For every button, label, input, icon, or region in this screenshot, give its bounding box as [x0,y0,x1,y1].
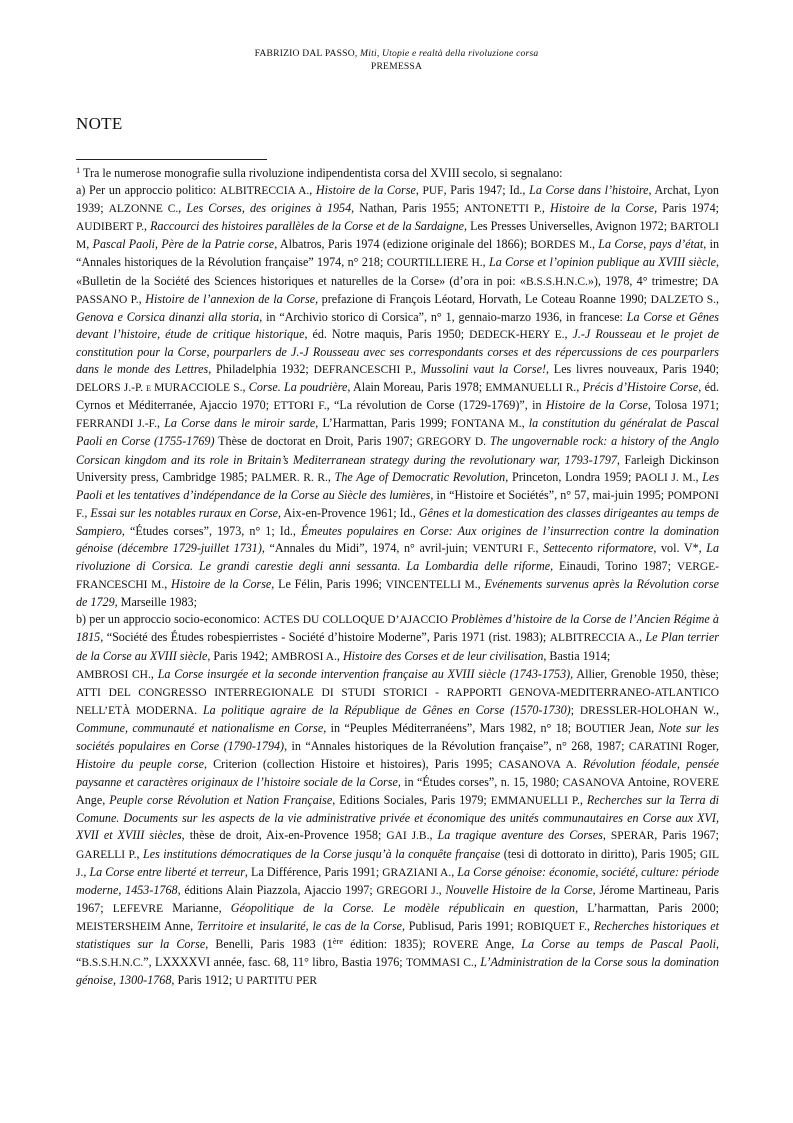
notes-heading: NOTE [76,114,123,133]
citation-text: , [83,864,90,879]
citation-text: , éd. Notre maquis, Paris 1950; [304,326,470,341]
citation-text: , in “Études corses”, n. 15, 1980; [397,775,563,790]
citation-text: , “Société des Études robespierristes - Société d’histoire Moderne”, Paris 1971 (rist. 1983); [100,630,550,645]
work-title: Histoire des Corses et de leur civilisation [342,648,544,663]
author-name: MEISTERSHEIM [76,920,161,933]
author-name: PALMER. R. R. [251,471,328,484]
citation-text: , “Annales du Midi”, 1974, n° avril-juin; [261,540,473,555]
work-title: Recherches historiques et statistiques sur la Corse [76,918,719,952]
citation-text: , in “Archivio storico di Corsica”, n° 1, gennaio-marzo 1936, in francese: [259,309,627,324]
citation-text: , Albatros, Paris 1974 (edizione originale del 1866); [274,237,531,252]
citation-text: , Tolosa 1971; [647,398,719,413]
citation-text: Jean, [625,720,659,735]
author-name: FONTANA M. [451,418,522,431]
citation-text: , [638,630,646,645]
work-title: Mussolini vaut la Corse! [420,362,546,377]
work-title: Nouvelle Histoire de la Corse [445,882,593,897]
citation-text: (tesi di dottorato in diritto), Paris 1905; [500,846,700,861]
citation-text: , Le Félin, Paris 1996; [271,577,386,592]
citation-text: , [412,362,421,377]
work-title: Histoire de la Corse [315,183,416,198]
work-title: La Corse dans le miroir sarde [164,416,316,431]
author-name: CARATINI [628,741,683,753]
work-title: Territoire et insularité, le cas de la Corse [196,918,403,933]
citation-text: , [415,183,423,198]
author-name: AMBROSI CH. [76,668,151,681]
political-section [76,182,719,611]
socio-label: b) per un approccio socio-economico: [76,612,264,627]
header-author: FABRIZIO DAL PASSO [254,48,355,59]
work-title: The Age of Democratic Revolution [334,469,506,484]
socio-section-list [76,666,719,991]
author-name: EMMANUELLI P. [490,795,580,808]
author-name: EMMANUELLI R. [485,382,577,395]
work-title: La Corse insurgée et la seconde intervention française au XVIII siècle (1743-1753) [157,666,571,681]
work-title: Histoire de la Corse [545,398,648,413]
author-name: FERRANDI J.-F. [76,418,157,431]
work-title: Histoire de la Corse [171,577,272,592]
citation-text: , [86,237,93,252]
citation-text: , [336,648,343,663]
work-title: Émeutes populaires en Corse: Aux origines de l’insurrection contre la domination génoise (décembre 1729-juillet 1731) [76,523,719,555]
work-title: Le Plan terrier de la Corse au XVIII siècle [76,630,719,663]
citation-text: , Princeton, Londra 1959; [505,469,636,484]
work-title: Gênes et la domestication des classes dirigeantes au temps de Sampiero [76,505,719,538]
citation-text: Aix-en-Provence 1961; Id., [281,505,419,520]
citation-text: , [178,201,187,216]
citation-text: , Paris 1912; [171,973,236,988]
citation-text: , éd. Cyrnos et Méditerranée, Ajaccio 1970; [76,380,720,413]
work-title: la constitution du généralat de Pascal Paoli en Corse (1755-1769) [76,416,720,449]
work-title: La Corse génoise: économie, société, culture: période moderne, 1453-1768 [76,864,720,897]
citation-text: , éditions Alain Piazzola, Ajaccio 1997; [177,882,377,897]
work-title: Note sur les sociétés populaires en Corse (1790-1794) [76,720,720,753]
author-name: GRAZIANI A. [382,866,452,879]
citation-text: , [579,793,587,808]
author-name: U PARTITU PER [235,975,318,988]
citation-text: , [144,219,151,234]
work-title: La Corse et Gênes devant l’histoire, étude de critique historique [76,309,719,341]
author-name: PAOLI J. M. [635,471,696,484]
citation-text: , Nathan, Paris 1955; [351,201,465,216]
citation-text: , Philadelphia 1932; [208,362,314,377]
citation-text: , Les Presses Universelles, Avignon 1972; [464,219,671,234]
citation-text: . [194,702,203,717]
author-name: AMBROSI A. [271,650,337,663]
citation-text: , [715,702,720,717]
citation-text: , «Bulletin de la Société des Sciences historiques et naturelles de la Corse» (d’ora in poi: « [76,255,720,288]
citation-text: , Les livres nouveaux, Paris 1940; [546,362,720,377]
author-name: BORDES M. [530,239,592,252]
citation-text: , [541,201,550,216]
author-name: SPERAR [610,830,655,843]
work-title: Settecento riformatore [543,540,654,555]
work-title: La rivoluzione di Corsica. Le grandi carestie degli anni sessanta. La Lombardia delle riforme [76,540,719,574]
political-label: a) Per un approccio politico: [76,183,220,198]
socio-section-intro [76,611,719,665]
author-name: ROVERE [673,777,719,790]
citation-text: , [150,666,158,681]
citation-text: , Bastia 1914; [543,648,611,663]
citation-text: , [451,864,458,879]
work-title: Essai sur les notables ruraux en Corse, [90,505,282,520]
author-name: GREGORY D. [416,436,486,449]
author-name: PUF [422,185,444,198]
citation-text: , in “Annales historiques de la Révolution française” 1974, n° 218; [76,237,720,270]
citation-text: , Benelli, Paris 1983 (1 [205,937,333,952]
citation-text: , Paris 1947; Id., [443,183,530,198]
citation-text: , Criterion (collection Histoire et histoires), Paris 1995; [204,757,499,772]
author-name: VENTURI F. [472,542,536,555]
work-title: La Corse au temps de Pascal Paoli [521,937,716,952]
author-name: COURTILLIERE H. [386,257,483,270]
footnote-rule [76,159,267,160]
citation-text: prefazione di François Léotard, Horvath, Le Coteau Roanne 1990; [318,291,651,306]
author-name: ACTES DU COLLOQUE D’AJACCIO [263,614,448,627]
citation-text: , [429,828,438,843]
work-title: Histoire du peuple corse [76,757,204,772]
author-name: ROVERE [432,939,479,952]
citation-text: , vol. V*, [653,540,707,555]
work-title: Problèmes d’histoire de la Corse de l’Ancien Régime à 1815 [76,612,719,645]
author-name: DA PASSANO P. [76,275,719,306]
citation-text: , [715,291,719,306]
citation-text: , [564,326,573,341]
citation-text: thèse de droit, Aix-en-Provence 1958; [184,828,387,843]
superscript: ère [332,936,344,947]
work-title: Peuple corse Révolution et Nation Française [109,793,333,808]
author-name: POMPONI F. [76,489,720,520]
author-name: ATTI DEL CONGRESSO INTERREGIONALE DI STUDI STORICI - RAPPORTI GENOVA-MEDITERRANEO-ATLANTICO NELL’ETÀ MODERNA [76,686,719,717]
citation-text: , [156,416,165,431]
citation-text: , [138,291,146,306]
political-references [76,183,719,609]
citation-text: , in “Annales historiques de la Révolution française”, n° 268, 1987; [284,739,629,753]
author-name: B.S.S.H.N.C. [525,275,588,288]
author-name: BARTOLI M [76,221,719,252]
footnote-intro-text: Tra le numerose monografie sulla rivoluzione indipendentista corsa del XVIII secolo, si segnalano: [80,166,563,180]
author-name: GARELLI P. [76,848,137,861]
citation-text: , [242,380,249,395]
citation-text: , in “Histoire et Sociétés”, n° 57, mai-juin 1995; [430,487,668,502]
footnote-number: 1 [76,165,81,176]
citation-text: , Paris 1967; [654,828,720,843]
work-title: La tragique aventure des Corses [437,828,603,843]
citation-text: Ange, [478,937,522,952]
header-separator: , [354,48,361,59]
citation-text: , Alain Moreau, Paris 1978; [347,380,486,395]
work-title: Précis d’Histoire Corse [582,380,699,395]
work-title: L’Administration de la Corse sous la domination génoise, 1300-1768 [76,955,719,988]
work-title: Corse. La poudrière [248,380,348,395]
citation-text: Marianne, [163,900,231,915]
author-name: CASANOVA A. [498,759,577,772]
work-title: La Corse dans l’histoire [529,183,649,198]
citation-text: , [586,918,594,933]
work-title: Géopolitique de la Corse. Le modèle républicain en question [230,900,576,915]
work-title: J.-J Rousseau et le projet de constitution pour la Corse, pourparlers de J.-J Rousseau avec ses correspondants corses et des répercussions de ces pourparlers dans le monde des Lettres [76,326,719,377]
citation-text: , [535,540,544,555]
citation-text: Roger, [682,739,719,753]
citation-text: , [136,846,143,861]
citation-text: , Allier, Grenoble 1950, thèse; [570,666,720,681]
citation-text: , Einaudi, Torino 1987; [550,559,677,574]
author-name: LEFEVRE [112,902,164,915]
work-title: Révolution féodale, pensée paysanne et caractères originaux de l’histoire sociale de la Corse [76,757,719,790]
socio-references-2 [76,667,719,988]
citation-text: , [438,882,446,897]
work-title: La Corse, pays d’état [598,237,704,252]
work-title: Genova e Corsica dinanzi alla storia [76,309,260,324]
work-title: Les Corses, des origines à 1954 [186,201,352,216]
author-name: GREGORI J. [376,884,439,897]
work-title: Raccourci des histoires parallèles de la Corse et de la Sardaigne [150,219,464,234]
work-title: La Corse entre liberté et terreur [89,864,245,879]
citation-text: , [473,955,481,970]
author-name: ANTONETTI P. [464,203,542,216]
author-name: ALBITRECCIA A. [549,632,639,645]
citation-text: Paris 1974; [657,201,720,216]
citation-text: Anne, [160,918,197,933]
citation-text: , [327,469,335,484]
citation-text: , Paris 1942; [207,648,272,663]
citation-text: , [482,255,490,270]
author-name: DEDECK-HERY E. [469,328,565,341]
citation-text: , [84,505,91,520]
citation-text: , Marseille 1983; [114,595,197,610]
author-name: ALZONNE C. [108,203,179,216]
author-name: CASANOVA [562,777,625,790]
citation-text: , [521,416,529,431]
citation-text: , L’harmattan, Paris 2000; [575,900,719,915]
author-name: GAI J.B. [386,830,430,843]
running-header [0,47,793,73]
citation-text: »), 1978, 4° trimestre; [587,273,703,288]
work-title: Les Paoli et les tentatives d’indépendance de la Corse au Siècle des lumières [76,469,720,502]
citation-text: Ange, [76,793,110,808]
work-title: Pascal Paoli, Père de la Patrie corse [92,237,275,252]
work-title: La Corse et l’opinion publique au XVIII siècle [489,255,716,270]
citation-text: Thèse de doctorat en Droit, Paris 1907; [214,434,417,449]
citation-text: , [591,237,599,252]
work-title: Histoire de l’annexion de la Corse, [145,291,319,306]
citation-text: , Jérome Martineau, Paris 1967; [76,882,719,915]
author-name: ROBIQUET F. [517,920,587,933]
work-title: The ungovernable rock: a history of the Anglo Corsican kingdom and its role in Britain’s Mediterranean strategy during the revolutionary war, 1793-1797 [76,434,719,467]
author-name: DEFRANCESCHI P. [313,364,413,377]
author-name: DELORS J.-P. e MURACCIOLE S. [76,382,243,395]
citation-text: , [576,380,583,395]
citation-text: ”, LXXXXVI année, fasc. 68, 11° libro, Bastia 1976; [143,955,407,970]
work-title: La politique agraire de la République de Gênes en Corse (1570-1730) [202,702,571,717]
author-name: TOMMASI C. [406,957,474,970]
work-title: Commune, communauté et nationalisme en Corse [76,720,324,735]
work-title: Les institutions démocratiques de la Corse jusqu’à la conquête française [142,846,501,861]
header-title: Miti, Utopie e realtà della rivoluzione corsa [360,48,539,59]
author-name: DALZETO S. [650,293,716,306]
citation-text: , [695,469,703,484]
citation-text: ; [570,702,580,717]
citation-text: , “La révolution de Corse (1729-1769)”, in [326,398,546,413]
citation-text: édition: 1835); [343,937,433,952]
citation-text: , Archat, Lyon 1939; [76,183,719,216]
work-title: Recherches sur la Terra di Comune. Documents sur les aspects de la vie administrative privée et économique des unités communautaires en Corse aux XVI, XVII et XVIII siècles, [76,793,720,843]
author-name: ALBITRECCIA A. [219,185,310,198]
citation-text: , L’Harmattan, Paris 1999; [315,416,452,431]
footnote-intro [76,165,719,182]
header-section: PREMESSA [370,61,423,72]
citation-text: , in “Peuples Méditerranéens”, Mars 1982, n° 18; [323,720,576,735]
citation-text: , La Différence, Paris 1991; [244,864,383,879]
author-name: VINCENTELLI M. [385,579,478,592]
citation-text: , [164,577,172,592]
citation-text: , [309,183,316,198]
work-title: Histoire de la Corse, [550,201,658,216]
citation-text: , “ [76,937,719,970]
author-name: B.S.S.H.N.C. [81,957,144,970]
citation-text: Antoine, [624,775,674,790]
author-name: ETTORI F. [273,400,327,413]
citation-text: , Farleigh Dickinson University press, Cambridge 1985; [76,452,719,484]
author-name: BOUTIER [575,722,626,735]
citation-text: , Publisud, Paris 1991; [402,918,518,933]
citation-text: , Editions Sociales, Paris 1979; [332,793,491,808]
citation-text: , “Études corses”, 1973, n° 1; Id., [121,523,301,538]
work-title: Evénements survenus après la Révolution corse de 1729 [76,577,719,610]
author-name: GIL J. [76,848,720,879]
author-name: AUDIBERT P. [76,221,145,234]
citation-text: , [602,828,611,843]
citation-text: , [477,577,485,592]
author-name: DRESSLER-HOLOHAN W. [579,704,716,717]
footnote-body [76,165,719,990]
author-name: VERGE-FRANCESCHI M. [76,561,719,592]
